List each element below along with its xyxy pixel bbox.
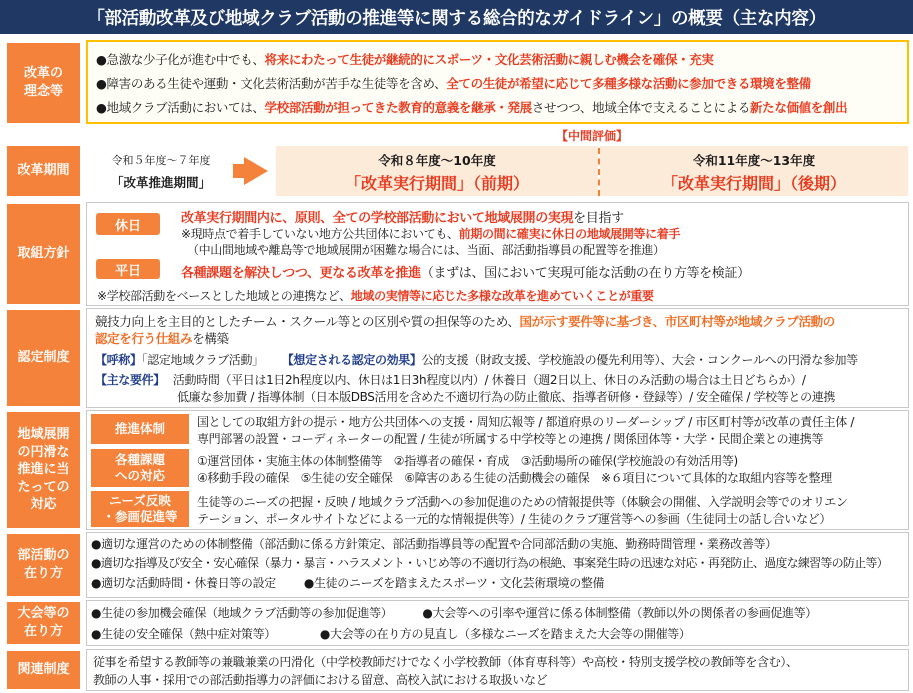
kyujitsu-line-2 bbox=[181, 225, 902, 242]
label-hoshin-text: 取組方針 bbox=[17, 246, 70, 262]
label-kanren bbox=[7, 651, 80, 689]
bukatsu-line-3 bbox=[91, 574, 902, 591]
period-suishin-name: 「改革推進期間」 bbox=[110, 175, 211, 190]
label-nintei-text: 認定制度 bbox=[17, 350, 70, 366]
kouka-tag: 【想定される認定の効果】 bbox=[281, 353, 422, 367]
taikai-line-1 bbox=[91, 604, 902, 621]
kanren-line-1: 従事を希望する教師等の兼職兼業の円滑化（中学校教師だけでなく小学校教師（体育専科等）や高校・特別支援学校の教師等を含む）、 bbox=[93, 655, 798, 669]
tag-needs-hanei-text: ニーズ反映 ・参画促進等 bbox=[102, 492, 178, 524]
hoshin-note-b: 地域の実情等に応じた多様な改革を進めていくことが重要 bbox=[350, 289, 654, 303]
kadai-line-1: ①運営団体・実施主体の体制整備等 ②指導者の確保・育成 ③活動場所の確保(学校施設の有効活用等) bbox=[197, 454, 738, 468]
tag-kyujitsu: 休日 bbox=[96, 213, 160, 235]
tag-kadai-taiou bbox=[91, 449, 189, 487]
rinen-line-3-c: させつつ、地域全体で支えることによる bbox=[531, 100, 751, 115]
label-kikan bbox=[7, 146, 80, 196]
label-kikan-text: 改革期間 bbox=[17, 163, 70, 179]
nintei-line-1-a: 競技力向上を主目的としたチーム・スクール等との区別や質の担保等のため、 bbox=[95, 314, 520, 329]
taikai-line-2 bbox=[91, 625, 902, 642]
taikai-line-2-a: ●生徒の安全確保（熱中症対策等） bbox=[91, 627, 276, 641]
heijitsu-line-b: （まずは、国において実現可能な活動の在り方等を検証） bbox=[420, 266, 750, 281]
hoshin-note bbox=[97, 287, 902, 304]
label-rinen bbox=[7, 43, 80, 123]
rinen-line-3-d: 新たな価値を創出 bbox=[750, 100, 848, 115]
nintei-panel bbox=[86, 308, 909, 408]
period-kouki-years: 令和11年度～13年度 bbox=[692, 153, 816, 168]
label-bukatsu bbox=[7, 534, 80, 596]
nintei-line-2 bbox=[95, 329, 902, 347]
label-hoshin bbox=[7, 204, 80, 304]
kyujitsu-line-1-b: を目指す bbox=[573, 211, 624, 226]
tag-suishin-taisei: 推進体制 bbox=[91, 414, 189, 444]
period-suishin bbox=[96, 146, 226, 196]
nintei-line-1-b: 国が示す要件等に基づき、市区町村等が地域クラブ活動の bbox=[519, 314, 835, 329]
kanren-panel bbox=[86, 649, 909, 691]
label-rinen-text: 改革の 理念等 bbox=[23, 66, 63, 99]
suishin-line-2: 専門部署の設置・コーディネーターの配置 / 生徒が所属する中学校等との連携 / 関係団体等・大学・民間企業との連携等 bbox=[197, 432, 824, 446]
rinen-line-3 bbox=[96, 98, 901, 116]
rinen-line-3-b: 学校部活動が担ってきた教育的意義を継承・発展 bbox=[264, 100, 532, 115]
nintei-line-2-b: を構築 bbox=[192, 331, 229, 346]
period-zenki-years: 令和８年度～10年度 bbox=[378, 153, 496, 168]
period-suishin-years: 令和５年度～７年度 bbox=[111, 154, 211, 167]
kyujitsu-line-2-a: ※現時点で着手していない地方公共団体においても、 bbox=[181, 227, 459, 241]
koshou-value: 「認定地域クラブ活動」 bbox=[141, 353, 264, 367]
period-zenki bbox=[276, 146, 598, 196]
rinen-line-1-a: ●急激な少子化が進む中でも、 bbox=[96, 52, 265, 67]
period-kouki-sub: （後期） bbox=[790, 174, 847, 193]
bukatsu-line-3-a: ●適切な活動時間・休養日等の設定 bbox=[91, 576, 276, 590]
mid-evaluation-tag: 【中間評価】 bbox=[556, 129, 629, 143]
suishin-line-1: 国としての取組方針の提示・地方公共団体への支援・周知広報等 / 都道府県のリーダーシップ / 市区町村等が改革の責任主体 / bbox=[197, 415, 855, 429]
period-zenki-title bbox=[276, 171, 598, 194]
taikai-line-2-b: ●大会等の在り方の見直し（多様なニーズを踏まえた大会等の開催等） bbox=[319, 627, 691, 641]
period-zenki-name: 「改革実行期間」 bbox=[344, 174, 473, 193]
taikai-line-1-b: ●大会等への引率や運営に係る体制整備（教師以外の関係者の参画促進等） bbox=[422, 606, 817, 620]
heijitsu-line bbox=[181, 262, 902, 281]
needs-line-1: 生徒等のニーズの把握・反映 / 地域クラブ活動への参加促進のための情報提供等（体験会の開催、入学説明会等でのオリエン bbox=[197, 495, 848, 509]
label-nintei bbox=[7, 310, 80, 406]
youken-tag: 【主な要件】 bbox=[95, 373, 165, 387]
tag-kadai-taiou-text: 各種課題 への対応 bbox=[114, 451, 165, 483]
tag-needs-hanei bbox=[91, 491, 189, 527]
label-tenkai bbox=[7, 412, 80, 528]
label-taikai bbox=[7, 602, 80, 644]
heijitsu-line-a: 各種課題を解決しつつ、更なる改革を推進 bbox=[181, 266, 421, 281]
kouka-value: 公的支援（財政支援、学校施設の優先利用等）、大会・コンクールへの円滑な参加等 bbox=[421, 353, 858, 367]
period-kouki-name: 「改革実行期間」 bbox=[661, 174, 790, 193]
kyujitsu-line-2-b: 前期の間に確実に休日の地域展開等に着手 bbox=[458, 227, 681, 241]
needs-line-2: テーション、ポータルサイトなどによる一元的な情報提供等）/ 生徒のクラブ運営等への参画（生徒同士の話し合いなど） bbox=[197, 512, 831, 526]
tenkai-panel bbox=[86, 410, 909, 530]
rinen-line-2-a: ●障害のある生徒や運動・文化芸術活動が苦手な生徒等を含め、 bbox=[96, 76, 447, 91]
bukatsu-line-3-b: ●生徒のニーズを踏まえたスポーツ・文化芸術環境の整備 bbox=[303, 576, 605, 590]
label-bukatsu-text: 部活動の 在り方 bbox=[17, 548, 70, 581]
rinen-line-2 bbox=[96, 74, 901, 92]
label-kanren-text: 関連制度 bbox=[17, 662, 70, 678]
nintei-line-4 bbox=[95, 371, 902, 388]
rinen-line-2-b: 全ての生徒が希望に応じて多種多様な活動に参加できる環境を整備 bbox=[446, 76, 811, 91]
rinen-line-1-b: 将来にわたって生徒が継続的にスポーツ・文化芸術活動に親しむ機会を確保・充実 bbox=[264, 52, 714, 67]
youken-line-1: 活動時間（平日は1日2h程度以内、休日は1日3h程度以内）/ 休養日（週2日以上、休日のみ活動の場合は土日どちらか）/ bbox=[172, 373, 806, 387]
bukatsu-line-1: ●適切な運営のための体制整備（部活動に係る方針策定、部活動指導員等の配置や合同部活動の実施、勤務時間管理・業務改善等） bbox=[91, 537, 777, 551]
kanren-line-2: 教師の人事・採用での部活動指導力の評価における留意、高校入試における取扱いなど bbox=[93, 673, 548, 687]
hoshin-panel bbox=[86, 202, 909, 306]
kyujitsu-line-1 bbox=[181, 207, 902, 226]
tag-heijitsu: 平日 bbox=[96, 259, 160, 279]
youken-line-2: 低廉な参加費 / 指導体制（日本版DBS活用を含めた不適切行為の防止徹底、指導者研修・登録等）/ 安全確保 / 学校等との連携 bbox=[177, 390, 836, 404]
nintei-line-2-a: 認定を行う仕組み bbox=[95, 331, 193, 346]
rinen-panel bbox=[86, 40, 909, 124]
period-zenki-sub: （前期） bbox=[473, 174, 530, 193]
label-tenkai-text: 地域展開 の円滑な 推進に当 たっての 対応 bbox=[17, 427, 70, 513]
nintei-line-1 bbox=[95, 312, 902, 330]
taikai-line-1-a: ●生徒の参加機会確保（地域クラブ活動等の参加促進等） bbox=[91, 606, 393, 620]
rinen-line-3-a: ●地域クラブ活動においては、 bbox=[96, 100, 265, 115]
rinen-line-1 bbox=[96, 50, 901, 68]
kyujitsu-line-1-a: 改革実行期間内に、原則、全ての学校部活動において地域展開の実現 bbox=[181, 211, 574, 226]
bukatsu-line-2: ●適切な指導及び安全・安心確保（暴力・暴言・ハラスメント・いじめ等の不適切行為の根絶、事案発生時の迅速な対応・再発防止、過度な練習等の防止等） bbox=[91, 556, 888, 570]
period-kouki bbox=[600, 146, 908, 196]
kyujitsu-line-3: （中山間地域や離島等で地域展開が困難な場合には、当面、部活動指導員の配置等を推進） bbox=[187, 243, 665, 257]
bukatsu-panel bbox=[86, 532, 909, 598]
arrow-right-icon bbox=[244, 157, 268, 185]
hoshin-note-a: ※学校部活動をベースとした地域との連携など、 bbox=[97, 289, 351, 303]
kadai-line-2: ④移動手段の確保 ⑤生徒の安全確保 ⑥障害のある生徒の活動機会の確保 ※６項目について具体的な取組内容等を整理 bbox=[197, 471, 832, 485]
taikai-panel bbox=[86, 600, 909, 646]
period-kouki-title bbox=[600, 171, 908, 194]
page-title: 「部活動改革及び地域クラブ活動の推進等に関する総合的なガイドライン」の概要（主な内容） bbox=[0, 0, 913, 34]
label-taikai-text: 大会等の 在り方 bbox=[17, 606, 70, 639]
koshou-tag: 【呼称】 bbox=[95, 353, 142, 367]
nintei-line-3 bbox=[95, 351, 902, 368]
